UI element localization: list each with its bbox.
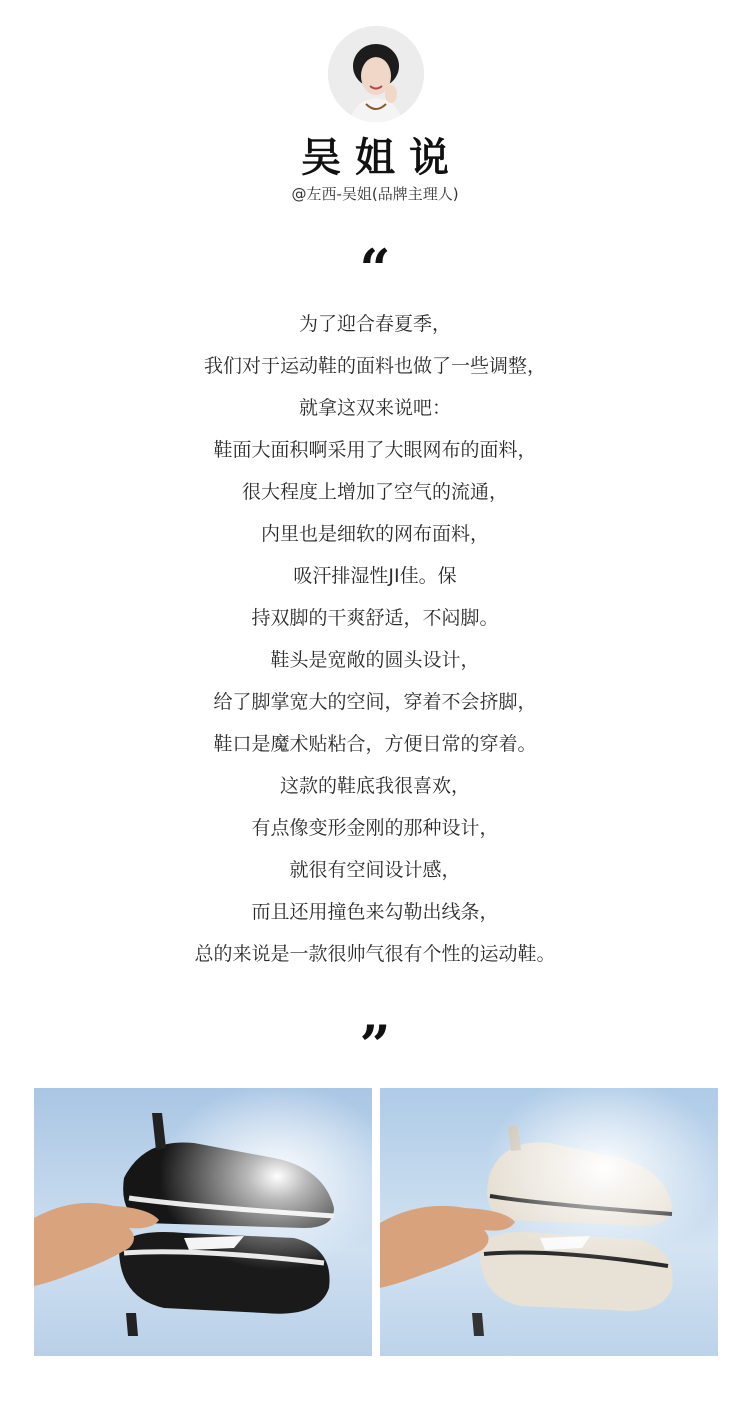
author-avatar (328, 26, 424, 122)
text-line: 内里也是细软的网布面料， (260, 523, 489, 545)
text-line: 鞋口是魔术贴粘合，方便日常的穿着。 (213, 733, 537, 755)
text-line: 吸汗排湿性JI佳。保 (293, 565, 457, 587)
text-line: 总的来说是一款很帅气很有个性的运动鞋。 (194, 943, 556, 965)
black-sneaker-photo (34, 1088, 372, 1356)
author-handle: @左西-吴姐(品牌主理人) (291, 185, 459, 203)
review-text (0, 303, 750, 975)
text-line: 而且还用撞色来勾勒出线条， (251, 901, 499, 923)
author-name: 吴姐说 (301, 134, 463, 181)
text-line: 鞋头是宽敞的圆头设计， (270, 649, 480, 671)
portrait-icon (328, 26, 424, 122)
text-line: 我们对于运动鞋的面料也做了一些调整， (203, 355, 546, 377)
text-line: 很大程度上增加了空气的流通， (241, 481, 508, 503)
text-line: 这款的鞋底我很喜欢， (279, 775, 470, 797)
cream-sneaker-photo (380, 1088, 718, 1356)
text-line: 鞋面大面积啊采用了大眼网布的面料， (213, 439, 537, 461)
text-line: 就拿这双来说吧： (298, 397, 451, 419)
text-line: 为了迎合春夏季， (298, 313, 451, 335)
text-line: 有点像变形金刚的那种设计， (251, 817, 499, 839)
text-line: 持双脚的干爽舒适，不闷脚。 (251, 607, 499, 629)
text-line: 就很有空间设计感， (289, 859, 461, 881)
open-quote-mark: “ (359, 237, 391, 301)
text-line: 给了脚掌宽大的空间，穿着不会挤脚， (213, 691, 537, 713)
close-quote-mark: ” (359, 1013, 391, 1077)
